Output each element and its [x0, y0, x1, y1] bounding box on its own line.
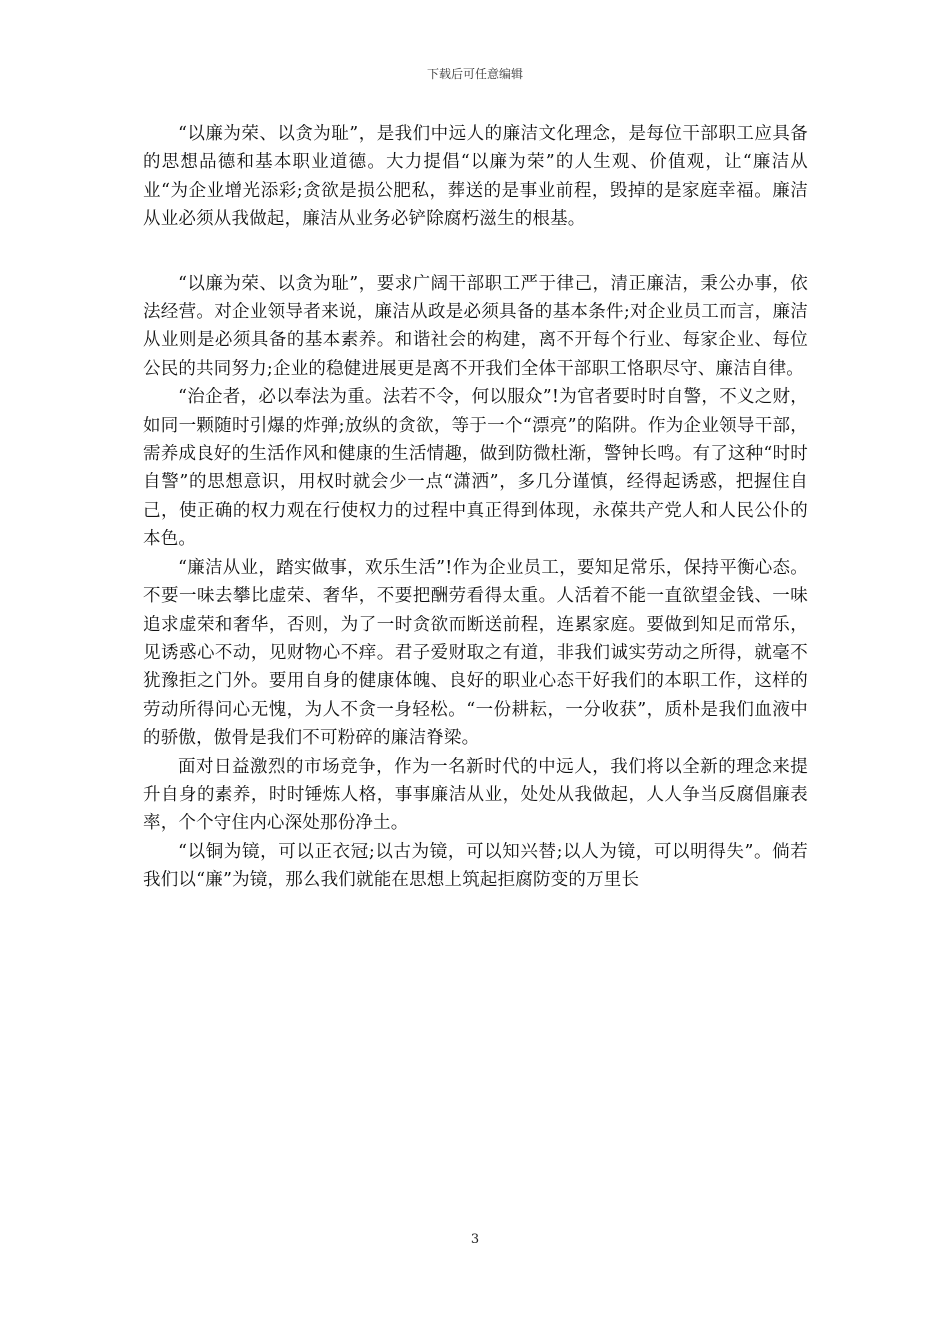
document-body	[143, 120, 808, 895]
paragraph-5: 面对日益激烈的市场竞争，作为一名新时代的中远人，我们将以全新的理念来提升自身的素养，时时锤炼人格，事事廉洁从业，处处从我做起，人人争当反腐倡廉表率，个个守住内心深处那份净土。	[143, 756, 808, 834]
page-number: 3	[470, 1232, 480, 1247]
paragraph-2: “以廉为荣、以贪为耻”，要求广阔干部职工严于律己，清正廉洁，秉公办事，依法经营。对企业领导者来说，廉洁从政是必须具备的基本条件;对企业员工而言，廉洁从业则是必须具备的基本素养。和谐社会的构建，离不开每个行业、每家企业、每位公民的共同努力;企业的稳健进展更是离不开我们全体干部职工恪职尽守、廉洁自律。	[143, 273, 808, 379]
paragraph-3: “治企者，必以奉法为重。法若不令，何以服众”!为官者要时时自警，不义之财，如同一颗随时引爆的炸弹;放纵的贪欲，等于一个“漂亮”的陷阱。作为企业领导干部，需养成良好的生活作风和健康的生活情趣，做到防微杜渐，警钟长鸣。有了这种“时时自警”的思想意识，用权时就会少一点“潇洒”，多几分谨慎，经得起诱惑，把握住自己，使正确的权力观在行使权力的过程中真正得到体现，永葆共产党人和人民公仆的本色。	[143, 387, 808, 550]
paragraph-1: “以廉为荣、以贪为耻”，是我们中远人的廉洁文化理念，是每位干部职工应具备的思想品德和基本职业道德。大力提倡“以廉为荣”的人生观、价值观，让“廉洁从业“为企业增光添彩;贪欲是损公肥私，葬送的是事业前程，毁掉的是家庭幸福。廉洁从业必须从我做起，廉洁从业务必铲除腐朽滋生的根基。	[143, 124, 808, 230]
paragraph-6: “以铜为镜，可以正衣冠;以古为镜，可以知兴替;以人为镜，可以明得失”。倘若我们以“廉”为镜，那么我们就能在思想上筑起拒腐防变的万里长	[143, 841, 808, 891]
page-header: 下载后可任意编辑	[426, 67, 523, 81]
paragraph-4: “廉洁从业，踏实做事，欢乐生活”!作为企业员工，要知足常乐，保持平衡心态。不要一味去攀比虚荣、奢华，不要把酬劳看得太重。人活着不能一直欲望金钱、一味追求虚荣和奢华，否则，为了一时贪欲而断送前程，连累家庭。要做到知足而常乐，见诱惑心不动，见财物心不痒。君子爱财取之有道，非我们诚实劳动之所得，就毫不犹豫拒之门外。要用自身的健康体魄、良好的职业心态干好我们的本职工作，这样的劳动所得问心无愧，为人不贪一身轻松。“一份耕耘，一分收获”，质朴是我们血液中的骄傲，傲骨是我们不可粉碎的廉洁脊梁。	[143, 557, 808, 749]
